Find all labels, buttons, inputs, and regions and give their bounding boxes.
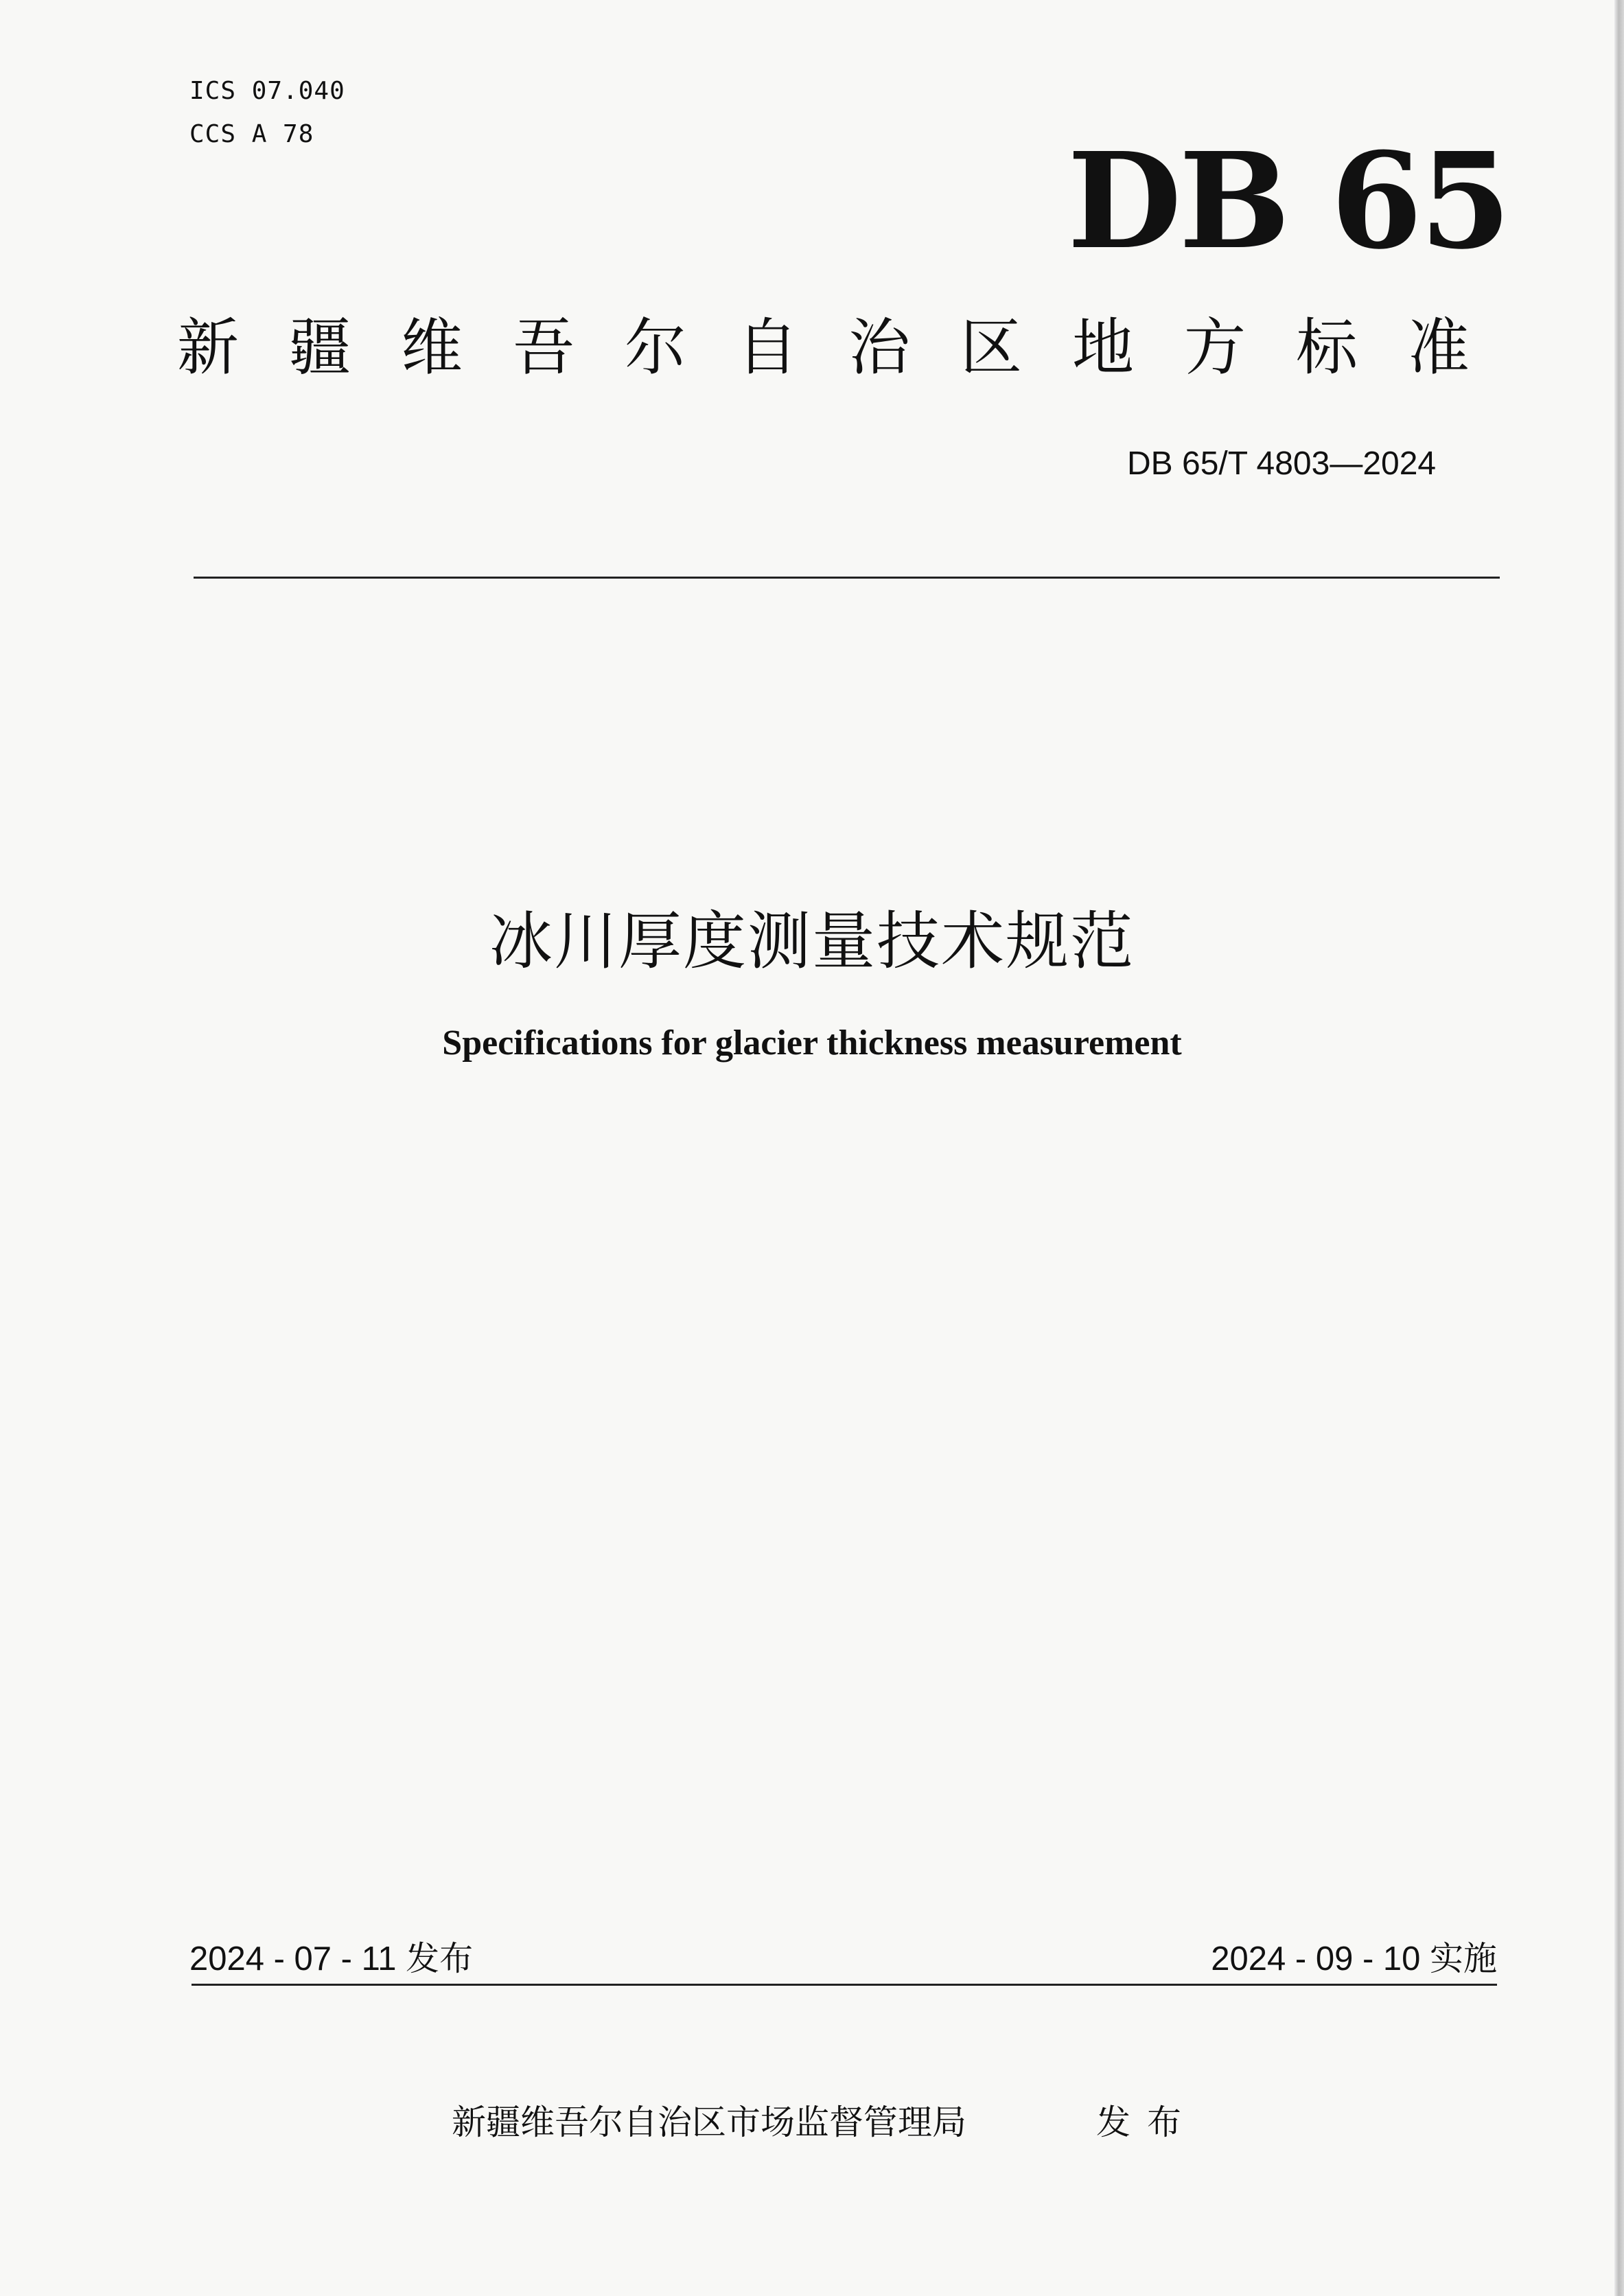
bottom-horizontal-rule	[192, 1984, 1497, 1986]
document-title-english: Specifications for glacier thickness measurement	[442, 1023, 1182, 1063]
ics-code: ICS 07.040	[189, 77, 345, 105]
issuing-authority: 新疆维吾尔自治区市场监督管理局	[452, 2102, 966, 2142]
standard-code-logo: DB 65	[1067, 124, 1509, 279]
implementation-date: 2024 - 09 - 10 实施	[1211, 1940, 1497, 1978]
issued-label: 发布	[1096, 2102, 1198, 2142]
document-title-chinese: 冰川厚度测量技术规范	[489, 905, 1135, 978]
standard-type-heading: 新疆维吾尔自治区地方标准	[177, 312, 1520, 384]
ccs-code: CCS A 78	[189, 120, 314, 148]
standard-number: DB 65/T 4803—2024	[1127, 445, 1437, 482]
publication-date: 2024 - 07 - 11 发布	[189, 1940, 474, 1978]
top-horizontal-rule	[194, 577, 1500, 579]
scanned-page-edge	[1614, 0, 1624, 2296]
